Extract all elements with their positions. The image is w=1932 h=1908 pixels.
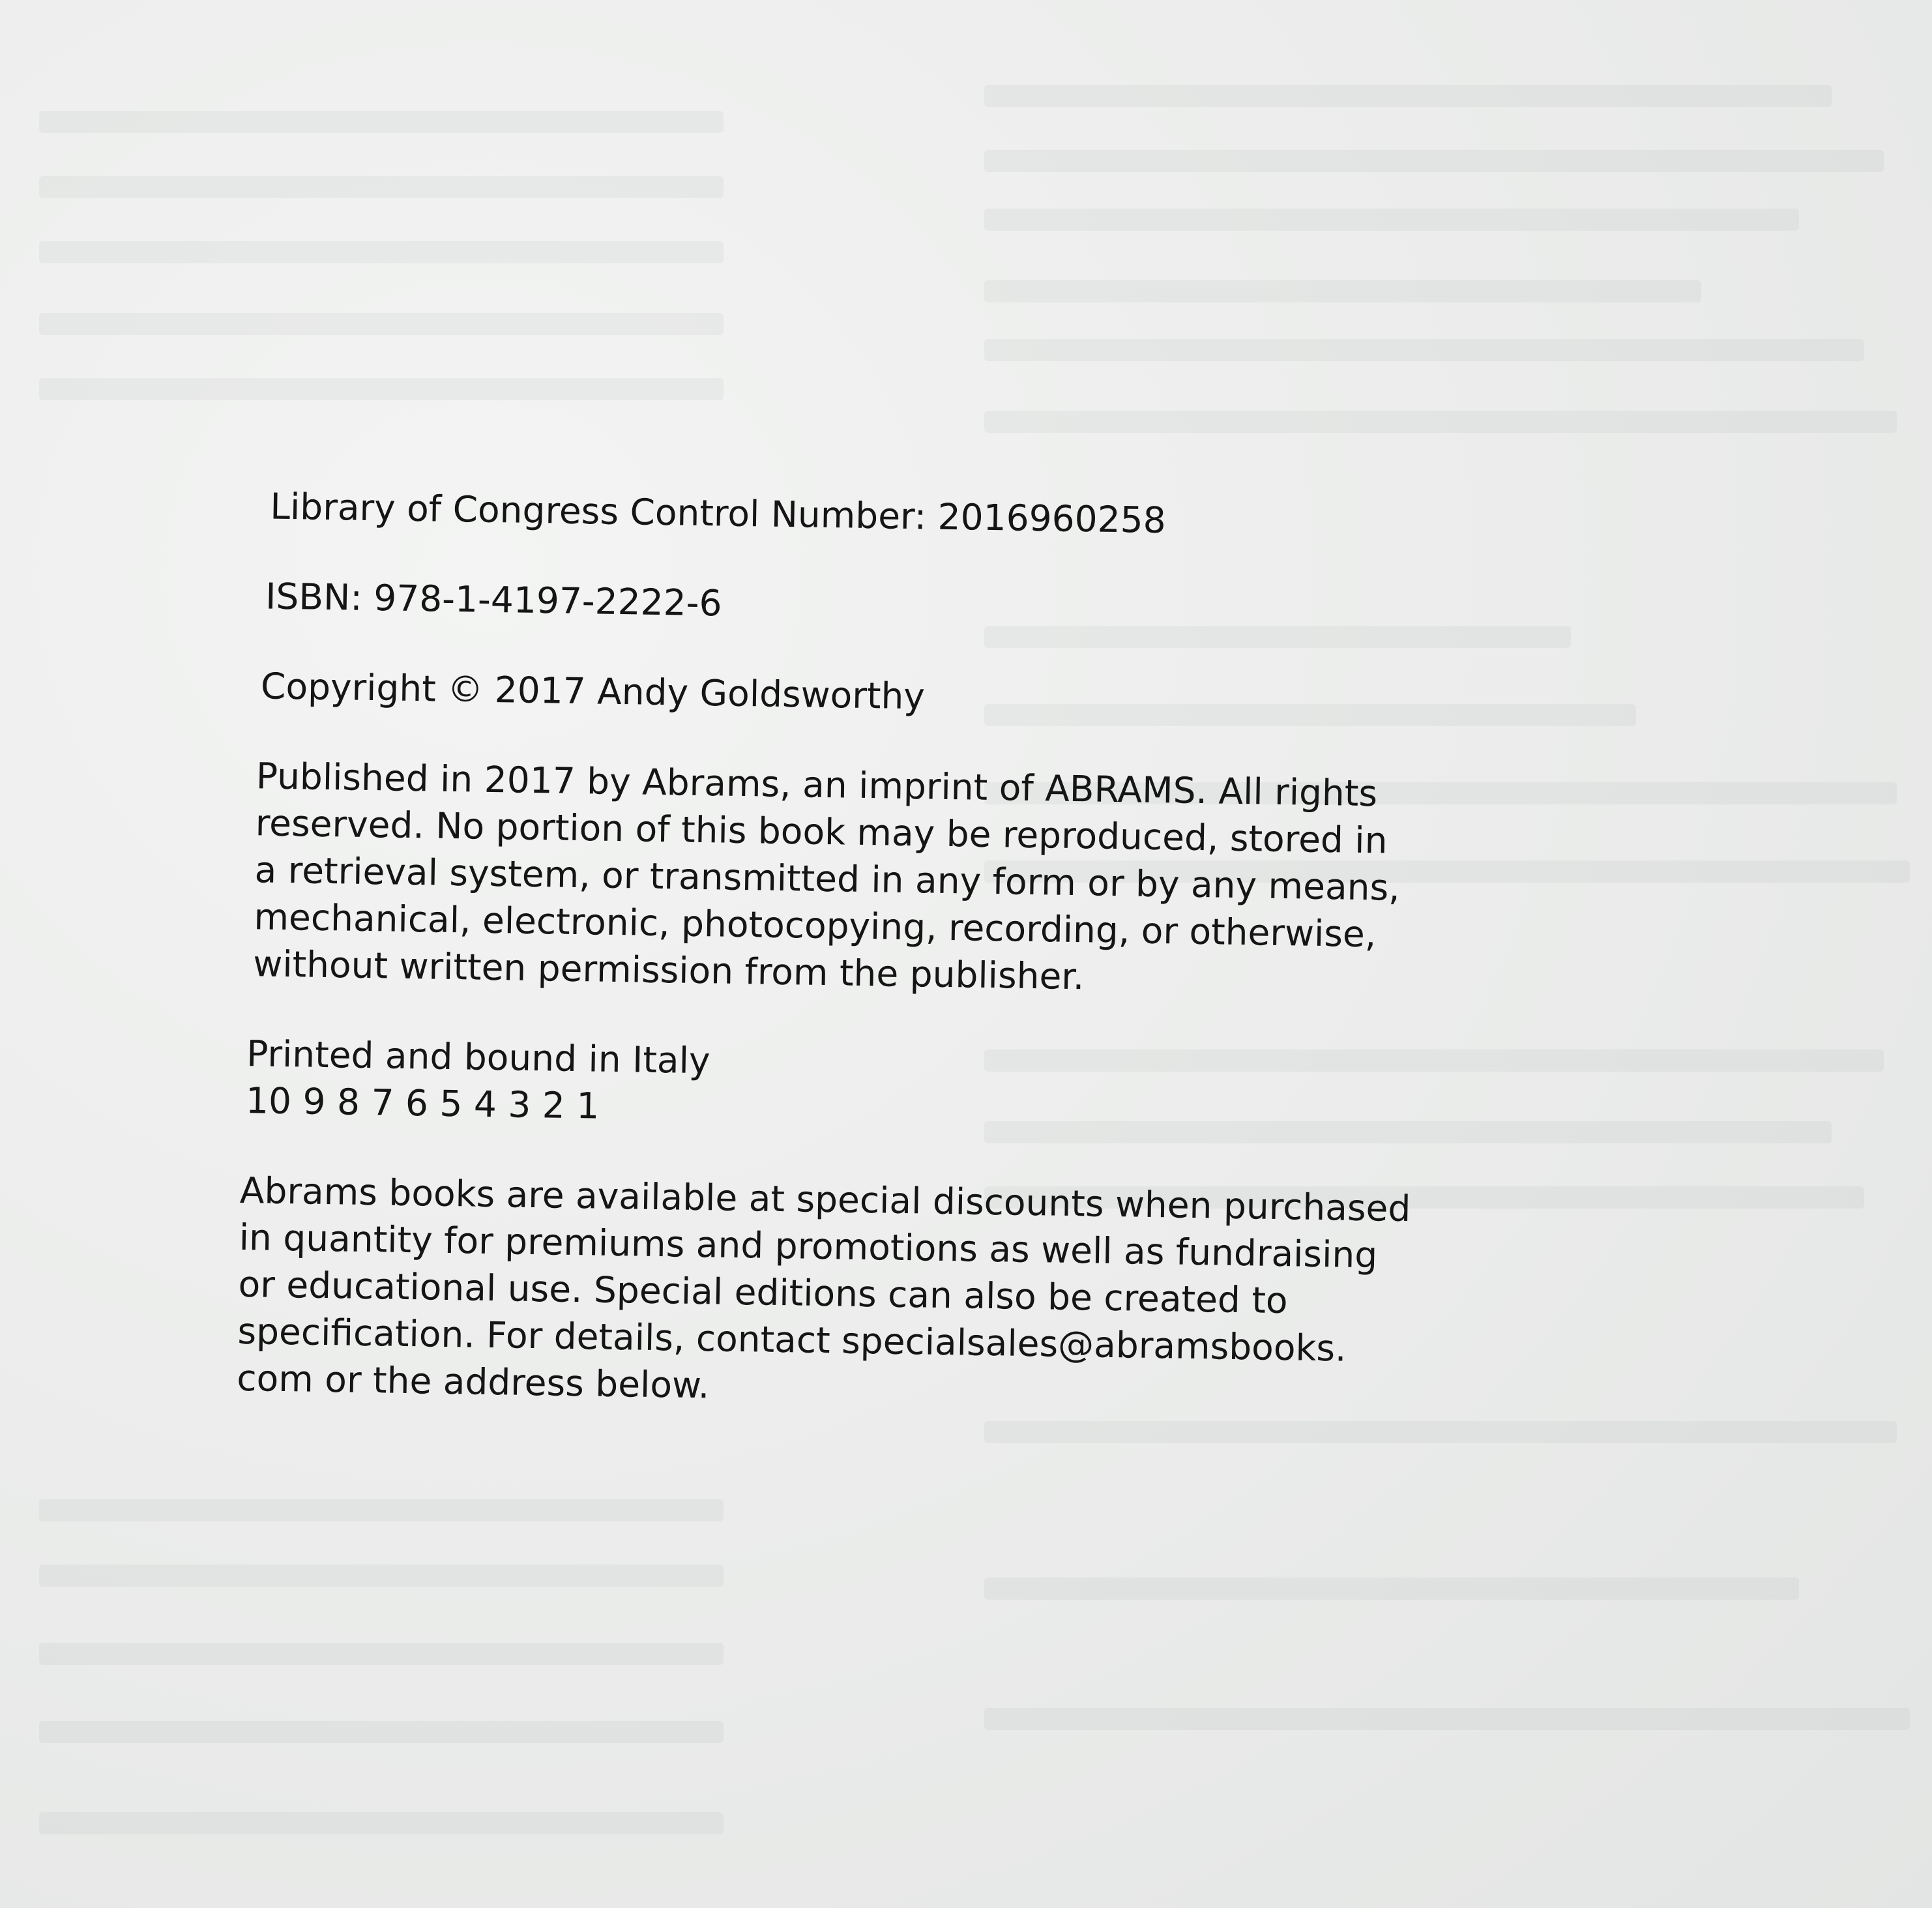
publication-notice-line: without written permission from the publisher. [252, 943, 1085, 998]
publication-notice [253, 752, 1482, 1006]
special-sales-line: specification. For details, contact specialsales@abramsbooks. [237, 1310, 1347, 1370]
special-sales-line: or educational use. Special editions can also be created to [238, 1263, 1289, 1322]
copyright-line: Copyright © 2017 Andy Goldsworthy [260, 665, 926, 718]
printed-in-line: Printed and bound in Italy [246, 1033, 710, 1082]
special-sales-notice [237, 1167, 1475, 1421]
special-sales-line: Abrams books are available at special discounts when purchased [239, 1169, 1411, 1230]
copyright-page-text [233, 482, 1486, 1464]
publication-notice-line: Published in 2017 by Abrams, an imprint of ABRAMS. All rights [256, 755, 1378, 815]
isbn-line: ISBN: 978-1-4197-2222-6 [265, 575, 722, 624]
special-sales-line: com or the address below. [236, 1357, 710, 1407]
special-sales-line: in quantity for premiums and promotions as well as fundraising [239, 1216, 1378, 1276]
printing-info [246, 1030, 1478, 1143]
publication-notice-line: reserved. No portion of this book may be reproduced, stored in [255, 802, 1388, 862]
lccn-line: Library of Congress Control Number: 2016960258 [269, 485, 1167, 542]
printer-key-line: 10 9 8 7 6 5 4 3 2 1 [245, 1079, 600, 1127]
publication-notice-line: mechanical, electronic, photocopying, recording, or otherwise, [254, 896, 1377, 956]
publication-notice-line: a retrieval system, or transmitted in any form or by any means, [254, 849, 1401, 909]
